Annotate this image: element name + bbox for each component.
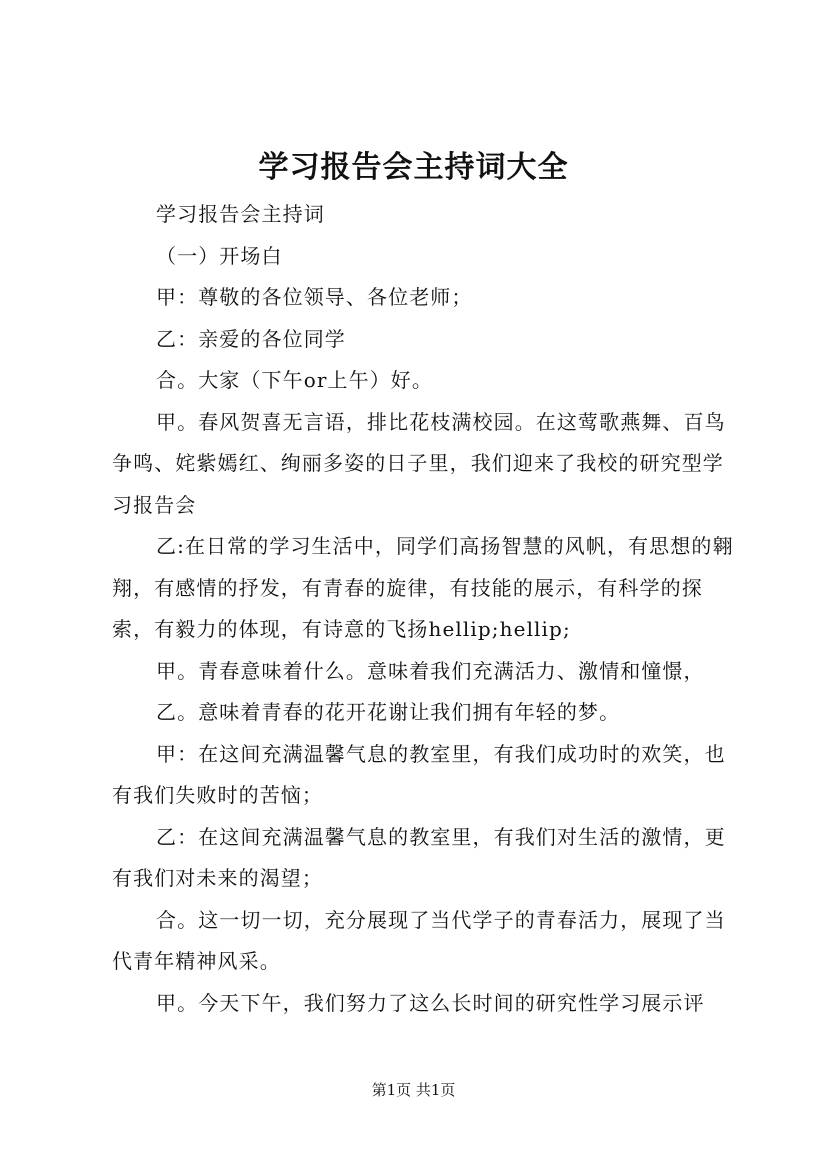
paragraph: 合。大家（下午or上午）好。 [156,368,434,392]
paragraph: 乙：在这间充满温馨气息的教室里，有我们对生活的激情，更有我们对未来的渴望； [112,824,726,890]
paragraph: （一）开场白 [156,243,283,268]
paragraph: 甲：尊敬的各位领导、各位老师； [156,285,473,309]
paragraph: 学习报告会主持词 [156,202,325,226]
document-title: 学习报告会主持词大全 [258,150,569,185]
paragraph: 合。这一切一切，充分展现了当代学子的青春活力，展现了当代青年精神风采。 [112,907,726,973]
page-number-footer: 第1页 共1页 [371,1081,456,1099]
paragraph: 甲。春风贺喜无言语，排比花枝满校园。在这莺歌燕舞、百鸟争鸣、姹紫嫣红、绚丽多姿的日子里，我们迎来了我校的研究型学习报告会 [112,409,726,517]
paragraph: 乙。意味着青春的花开花谢让我们拥有年轻的梦。 [156,700,621,724]
paragraph: 乙：亲爱的各位同学 [156,326,346,351]
paragraph: 甲：在这间充满温馨气息的教室里，有我们成功时的欢笑，也有我们失败时的苦恼； [112,741,726,807]
paragraph: 乙:在日常的学习生活中，同学们高扬智慧的风帆，有思想的翱翔，有感情的抒发，有青春的旋律，有技能的展示，有科学的探索，有毅力的体现，有诗意的飞扬hellip;hellip; [112,534,734,641]
paragraph: 甲。今天下午，我们努力了这么长时间的研究性学习展示评 [156,990,705,1015]
paragraph: 甲。青春意味着什么。意味着我们充满活力、激情和憧憬， [156,658,705,683]
document-body [112,194,738,1024]
